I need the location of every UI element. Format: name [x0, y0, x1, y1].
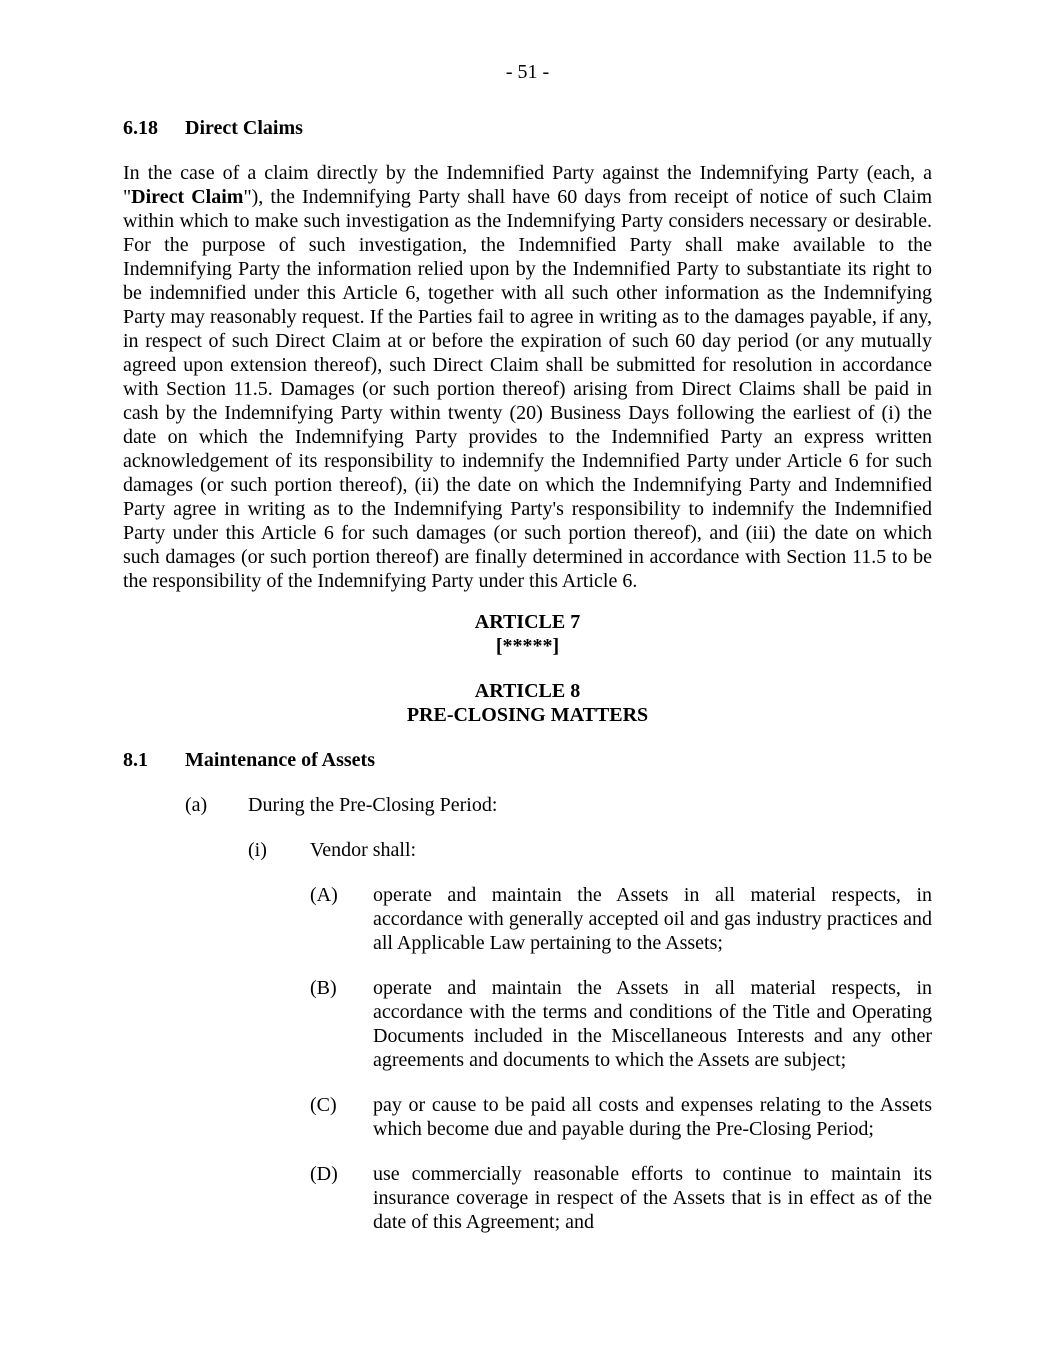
list-text: pay or cause to be paid all costs and expenses relating to the Assets which become due and payable during the Pre-Closing Period;	[373, 1094, 932, 1140]
list-text: During the Pre-Closing Period:	[248, 794, 498, 816]
list-text: Vendor shall:	[310, 839, 417, 861]
list-text: use commercially reasonable efforts to continue to maintain its insurance coverage in respect of the Assets that is in effect as of the date of this Agreement; and	[373, 1163, 932, 1233]
article-7-subtitle: [*****]	[495, 635, 560, 657]
article-8-heading	[123, 679, 932, 727]
section-number: 6.18	[123, 117, 158, 139]
list-item-clause-D	[310, 1162, 932, 1234]
article-8-subtitle: PRE-CLOSING MATTERS	[406, 704, 649, 726]
list-item-i	[248, 838, 932, 862]
list-label: (C)	[310, 1094, 337, 1116]
list-item-clause-C	[310, 1093, 932, 1141]
list-text: operate and maintain the Assets in all material respects, in accordance with the terms and conditions of the Title and Operating Documents included in the Miscellaneous Interests and any other agreements and documents to which the Assets are subject;	[373, 977, 932, 1071]
article-7-heading	[123, 610, 932, 658]
list-item-clause-A	[310, 883, 932, 955]
paragraph-text-before-term: In the case of a claim directly by the Indemnified Party against the Indemnifying Party (each, a "	[123, 162, 932, 208]
section-6-18-paragraph	[123, 161, 932, 593]
section-title: Direct Claims	[185, 117, 303, 139]
list-text: operate and maintain the Assets in all material respects, in accordance with generally accepted oil and gas industry practices and all Applicable Law pertaining to the Assets;	[373, 884, 932, 954]
section-heading-6-18	[123, 116, 932, 140]
list-label: (A)	[310, 884, 338, 906]
section-title: Maintenance of Assets	[185, 749, 375, 771]
list-item-a	[185, 793, 932, 817]
list-label: (D)	[310, 1163, 338, 1185]
paragraph-text-after-term: "), the Indemnifying Party shall have 60 days from receipt of notice of such Claim within which to make such investigation as the Indemnifying Party considers necessary or desirable. For the purpose of such investigation, the Indemnified Party shall make available to the Indemnifying Party the information relied upon by the Indemnified Party to substantiate its right to be indemnified under this Article 6, together with all such other information as the Indemnifying Party may reasonably request. If the Parties fail to agree in writing as to the damages payable, if any, in respect of such Direct Claim at or before the expiration of such 60 day period (or any mutually agreed upon extension thereof), such Direct Claim shall be submitted for resolution in accordance with Section 11.5. Damages (or such portion thereof) arising from Direct Claims shall be paid in cash by the Indemnifying Party within twenty (20) Business Days following the earliest of (i) the date on which the Indemnifying Party provides to the Indemnified Party an express written acknowledgement of its responsibility to indemnify the Indemnified Party under Article 6 for such damages (or such portion thereof), (ii) the date on which the Indemnifying Party and Indemnified Party agree in writing as to the Indemnifying Party's responsibility to indemnify the Indemnified Party under this Article 6 for such damages (or such portion thereof), and (iii) the date on which such damages (or such portion thereof) are finally determined in accordance with Section 11.5 to be the responsibility of the Indemnifying Party under this Article 6.	[123, 186, 932, 592]
article-7-title: ARTICLE 7	[474, 611, 581, 633]
page-number: - 51 -	[505, 61, 550, 83]
section-number: 8.1	[123, 749, 148, 771]
list-item-clause-B	[310, 976, 932, 1072]
article-8-title: ARTICLE 8	[474, 680, 581, 702]
list-label: (i)	[248, 839, 267, 861]
section-heading-8-1	[123, 748, 932, 772]
defined-term: Direct Claim	[131, 186, 244, 208]
list-label: (B)	[310, 977, 337, 999]
list-label: (a)	[185, 794, 208, 816]
